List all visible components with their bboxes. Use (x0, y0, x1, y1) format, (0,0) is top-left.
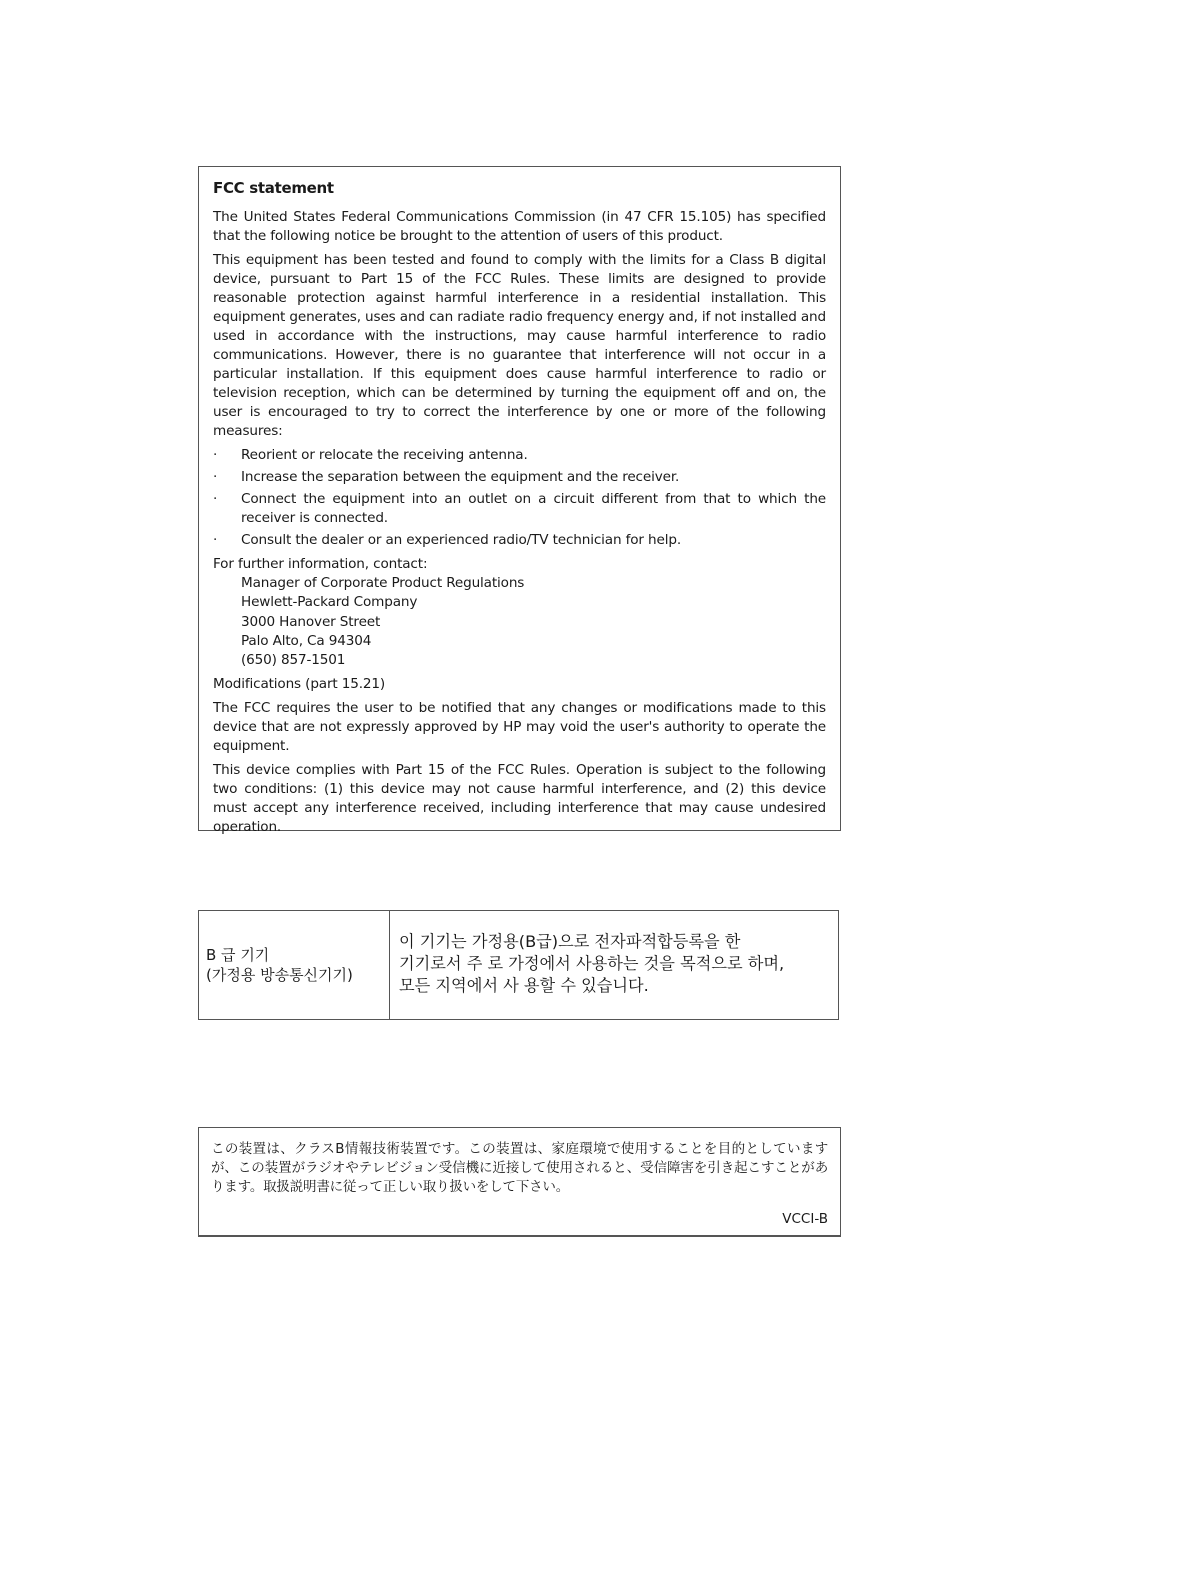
korea-class-label: B 급 기기 (206, 946, 270, 964)
fcc-measures-list (213, 446, 826, 550)
fcc-compliance-paragraph: This equipment has been tested and found to comply with the limits for a Class B digital device, pursuant to Part 15 of the FCC Rules. These limits are designed to provide reasonable protection against harmful interference in a residential installation. This equipment generates, uses and can radiate radio frequency energy and, if not installed and used in accordance with the instructions, may cause harmful interference to radio communications. However, there is no guarantee that interference will not occur in a particular installation. If this equipment does cause harmful interference to radio or television reception, which can be determined by turning the equipment off and on, the user is encouraged to try to correct the interference by one or more of the following measures: (213, 252, 826, 439)
list-item-text: Connect the equipment into an outlet on a circuit different from that to which the receiver is connected. (241, 491, 826, 526)
list-item (213, 531, 826, 550)
contact-line: Hewlett-Packard Company (241, 594, 418, 611)
korea-class-sublabel: (가정용 방송통신기기) (206, 966, 353, 984)
contact-line: Manager of Corporate Product Regulations (241, 575, 525, 591)
fcc-title: FCC statement (213, 179, 334, 197)
list-item (213, 490, 826, 528)
list-item (213, 446, 826, 465)
bullet-icon: · (213, 532, 218, 548)
contact-address (213, 574, 826, 670)
fcc-intro-paragraph: The United States Federal Communications Commission (in 47 CFR 15.105) has specified that the following notice be brought to the attention of users of this product. (213, 209, 826, 244)
korea-statement-cell (390, 911, 838, 1019)
contact-line: 3000 Hanover Street (241, 613, 381, 630)
modifications-paragraph: The FCC requires the user to be notified that any changes or modifications made to this device that are not expressly approved by HP may void the user's authority to operate the equipment. (213, 700, 826, 755)
vcci-statement: この装置は、クラスB情報技術装置です。この装置は、家庭環境で使用することを目的としていますが、この装置がラジオやテレビジョン受信機に近接して使用されると、受信障害を引き起こすことがあります。取扱説明書に従って正しい取り扱いをして下さい。 (211, 1141, 828, 1195)
part15-conditions-paragraph: This device complies with Part 15 of the FCC Rules. Operation is subject to the following two conditions: (1) this device may not cause harmful interference, and (2) this device must accept any interference received, including interference that may cause undesired operation. (213, 762, 826, 836)
contact-intro: For further information, contact: (213, 556, 428, 572)
list-item-text: Reorient or relocate the receiving antenna. (241, 447, 528, 463)
bullet-icon: · (213, 469, 218, 485)
korea-statement-line: 모든 지역에서 사 용할 수 있습니다. (399, 976, 649, 995)
korea-class-cell (199, 911, 390, 1019)
korea-statement-line: 기기로서 주 로 가정에서 사용하는 것을 목적으로 하며, (399, 954, 785, 973)
korea-statement-line: 이 기기는 가정용(B급)으로 전자파적합등록을 한 (399, 932, 741, 951)
bullet-icon: · (213, 491, 218, 507)
vcci-class-code: VCCI-B (782, 1211, 828, 1227)
list-item-text: Consult the dealer or an experienced radio/TV technician for help. (241, 532, 681, 548)
japan-vcci-notice-box (198, 1127, 841, 1237)
list-item-text: Increase the separation between the equipment and the receiver. (241, 469, 680, 485)
fcc-statement-box (198, 166, 841, 836)
contact-line: Palo Alto, Ca 94304 (241, 632, 372, 649)
modifications-heading: Modifications (part 15.21) (213, 676, 386, 693)
contact-line: (650) 857-1501 (241, 652, 346, 669)
list-item (213, 468, 826, 487)
korea-notice-table (198, 910, 839, 1020)
bullet-icon: · (213, 447, 218, 463)
